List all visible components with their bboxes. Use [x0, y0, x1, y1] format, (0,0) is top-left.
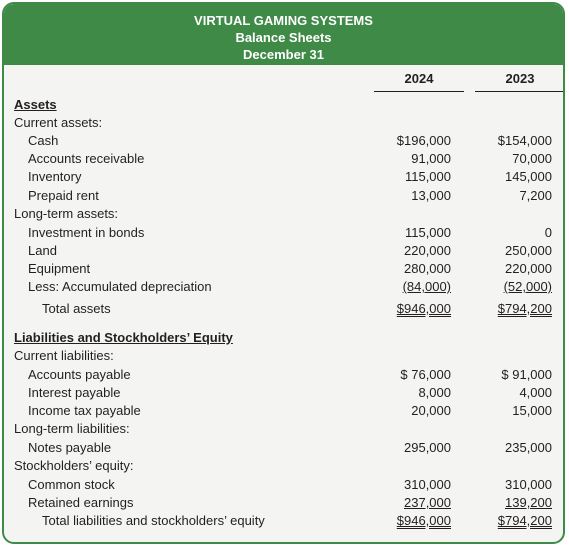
- value-2023: 220,000: [505, 261, 552, 276]
- section-heading: Assets: [14, 97, 57, 112]
- statement-row: [4, 457, 563, 475]
- value-2023: 235,000: [505, 440, 552, 455]
- value-2023: (52,000): [503, 279, 552, 294]
- row-label: Current liabilities:: [14, 348, 114, 363]
- year-rule: [475, 91, 565, 92]
- statement-title: Balance Sheets: [235, 30, 332, 45]
- value-2024: 280,000: [404, 261, 451, 276]
- statement-row: [4, 494, 563, 512]
- value-2023: 70,000: [512, 151, 552, 166]
- statement-row: [4, 260, 563, 278]
- company-name: VIRTUAL GAMING SYSTEMS: [194, 13, 373, 28]
- statement-row: [4, 224, 563, 242]
- value-2023: $794,200: [497, 513, 552, 528]
- balance-sheet: [2, 2, 565, 544]
- statement-header: [4, 4, 563, 65]
- statement-row: [4, 150, 563, 168]
- row-label: Investment in bonds: [28, 225, 145, 240]
- value-2024: 13,000: [411, 188, 451, 203]
- value-2024: $946,000: [396, 513, 451, 528]
- row-label: Income tax payable: [28, 403, 141, 418]
- row-label: Long-term liabilities:: [14, 421, 130, 436]
- statement-row: [4, 300, 563, 318]
- statement-row: [4, 476, 563, 494]
- statement-row: [4, 132, 563, 150]
- value-2024: $946,000: [396, 301, 451, 316]
- statement-row: [4, 168, 563, 186]
- value-2023: $794,200: [497, 301, 552, 316]
- row-label: Accounts receivable: [28, 151, 145, 166]
- value-2024: 310,000: [404, 477, 451, 492]
- statement-row: [4, 420, 563, 438]
- row-label: Long-term assets:: [14, 206, 119, 221]
- row-label: Prepaid rent: [28, 188, 99, 203]
- value-2024: 237,000: [404, 495, 451, 510]
- year-rule: [374, 91, 464, 92]
- row-label: Less: Accumulated depreciation: [28, 279, 212, 294]
- value-2024: 115,000: [404, 169, 451, 184]
- value-2023: $ 91,000: [501, 367, 552, 382]
- value-2024: (84,000): [402, 279, 451, 294]
- row-label: Current assets:: [14, 115, 103, 130]
- statement-row: [4, 512, 563, 530]
- statement-row: [4, 439, 563, 457]
- statement-date: December 31: [243, 47, 324, 62]
- row-label: Inventory: [28, 169, 82, 184]
- statement-row: [4, 366, 563, 384]
- statement-row: [4, 402, 563, 420]
- row-label: Accounts payable: [28, 367, 131, 382]
- statement-row: [4, 329, 563, 347]
- value-2023: 250,000: [505, 243, 552, 258]
- row-label: Total liabilities and stockholders’ equity: [42, 513, 265, 528]
- value-2023: 0: [544, 225, 552, 240]
- row-label: Stockholders’ equity:: [14, 458, 134, 473]
- section-heading: Liabilities and Stockholders’ Equity: [14, 330, 233, 345]
- value-2024: 91,000: [411, 151, 451, 166]
- statement-row: [4, 114, 563, 132]
- value-2024: $ 76,000: [400, 367, 451, 382]
- year-column-2024: 2024: [404, 71, 434, 86]
- row-label: Common stock: [28, 477, 115, 492]
- statement-row: [4, 187, 563, 205]
- value-2023: 139,200: [505, 495, 552, 510]
- row-label: Interest payable: [28, 385, 121, 400]
- statement-row: [4, 205, 563, 223]
- statement-row: [4, 96, 563, 114]
- statement-row: [4, 347, 563, 365]
- value-2023: 310,000: [505, 477, 552, 492]
- statement-row: [4, 242, 563, 260]
- value-2024: 115,000: [404, 225, 451, 240]
- year-column-2023: 2023: [505, 71, 535, 86]
- value-2024: 295,000: [404, 440, 451, 455]
- row-label: Total assets: [42, 301, 111, 316]
- statement-row: [4, 278, 563, 296]
- value-2023: 7,200: [519, 188, 552, 203]
- value-2024: $196,000: [396, 133, 451, 148]
- row-label: Equipment: [28, 261, 91, 276]
- row-label: Cash: [28, 133, 59, 148]
- value-2023: 4,000: [519, 385, 552, 400]
- row-label: Notes payable: [28, 440, 112, 455]
- value-2023: 145,000: [505, 169, 552, 184]
- value-2023: $154,000: [497, 133, 552, 148]
- statement-row: [4, 384, 563, 402]
- value-2024: 20,000: [411, 403, 451, 418]
- row-label: Land: [28, 243, 57, 258]
- value-2023: 15,000: [512, 403, 552, 418]
- row-label: Retained earnings: [28, 495, 134, 510]
- value-2024: 8,000: [418, 385, 451, 400]
- value-2024: 220,000: [404, 243, 451, 258]
